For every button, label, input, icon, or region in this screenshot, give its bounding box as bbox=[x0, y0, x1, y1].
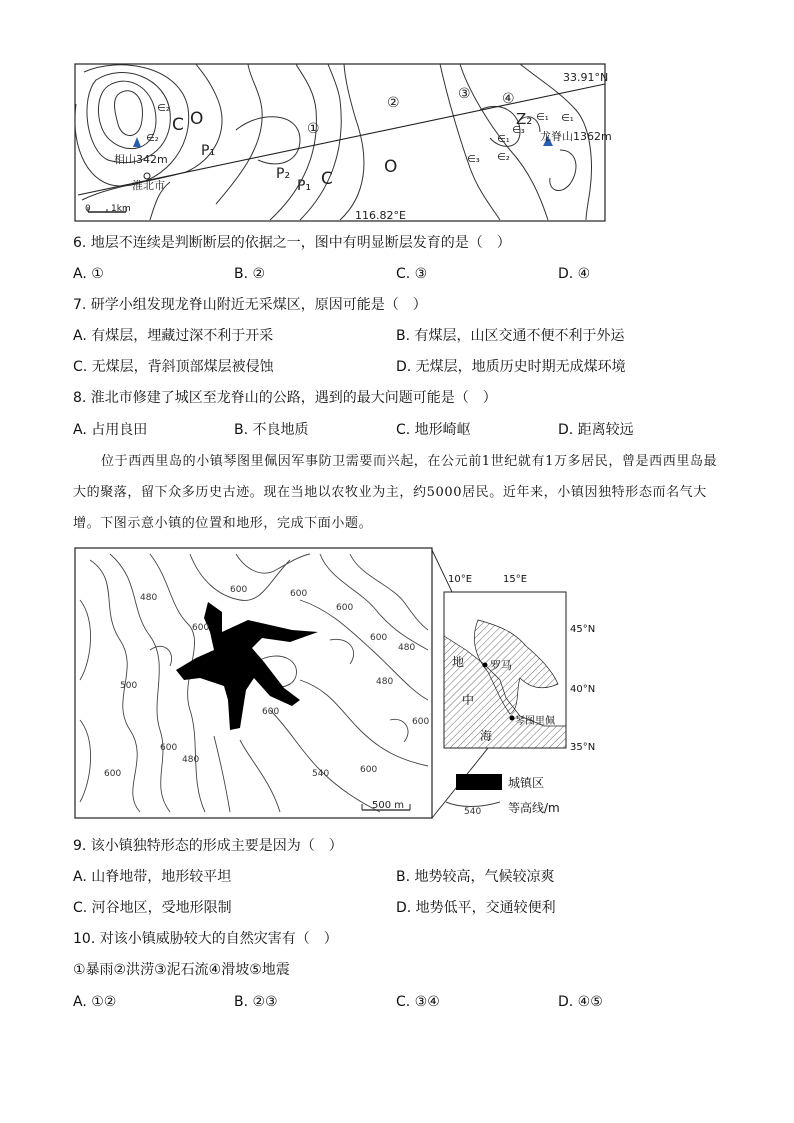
legend-town-swatch bbox=[456, 774, 502, 790]
question-10-stem: 10. 对该小镇威胁较大的自然灾害有（ ） bbox=[73, 931, 338, 947]
stratum-P1-left: P₁ bbox=[201, 143, 216, 159]
peak-right-label: 龙脊山1362m bbox=[540, 130, 612, 143]
rome-label: 罗马 bbox=[490, 659, 512, 672]
q8-option-b[interactable]: B. 不良地质 bbox=[234, 422, 309, 438]
inset-lon-15: 15°E bbox=[503, 574, 528, 585]
contour-label: 480 bbox=[182, 755, 200, 765]
stratum-Z2: Z₂ bbox=[516, 110, 533, 128]
legend-contour-value: 540 bbox=[464, 807, 482, 817]
inset-lat-45: 45°N bbox=[570, 624, 596, 635]
inset-lon-10: 10°E bbox=[448, 574, 473, 585]
city-label: 淮北市 bbox=[132, 179, 165, 192]
contour-label: 500 bbox=[120, 681, 138, 691]
stratum-e3-b: ∈₃ bbox=[512, 125, 525, 136]
stratum-P2: P₂ bbox=[276, 166, 291, 182]
q8-option-c[interactable]: C. 地形崎岖 bbox=[396, 422, 471, 438]
scale-km: 1km bbox=[111, 204, 131, 214]
q7-option-c[interactable]: C. 无煤层，背斜顶部煤层被侵蚀 bbox=[73, 359, 274, 375]
zone-3-label: ③ bbox=[458, 86, 471, 102]
peak-triangle-icon bbox=[133, 137, 141, 147]
question-10-choices: ①暴雨②洪涝③泥石流④滑坡⑤地震 bbox=[73, 962, 290, 978]
stratum-e1-a: ∈₁ bbox=[536, 112, 549, 123]
question-9-stem: 9. 该小镇独特形态的形成主要是因为（ ） bbox=[73, 838, 343, 854]
q9-option-d[interactable]: D. 地势低平，交通较便利 bbox=[396, 900, 556, 916]
legend-contour-line bbox=[446, 802, 500, 807]
contour-label: 480 bbox=[398, 643, 416, 653]
contour-label: 600 bbox=[262, 707, 280, 717]
stratum-O-right: O bbox=[384, 157, 398, 177]
q9-option-a[interactable]: A. 山脊地带，地形较平坦 bbox=[73, 869, 232, 885]
town-area-shape bbox=[176, 602, 318, 730]
stratum-e1-c: ∈₁ bbox=[561, 113, 574, 124]
scale-label: 500 m bbox=[372, 800, 405, 811]
q10-option-d[interactable]: D. ④⑤ bbox=[558, 994, 603, 1010]
q6-option-b[interactable]: B. ② bbox=[234, 266, 266, 282]
q7-option-b[interactable]: B. 有煤层，山区交通不便不利于外运 bbox=[396, 328, 625, 344]
q6-option-a[interactable]: A. ① bbox=[73, 266, 104, 282]
sea-char-1: 地 bbox=[452, 655, 465, 669]
sea-char-2: 中 bbox=[462, 693, 475, 707]
passage-text: 位于西西里岛的小镇琴图里佩因军事防卫需要而兴起，在公元前1世纪就有1万多居民，曾是西西里岛最大的聚落，留下众多历史古迹。现在当地以农牧业为主，约5000居民。近年来，小镇因独特形态而名气大增。下图示意小镇的位置和地形，完成下面小题。 bbox=[73, 454, 718, 531]
contour-label: 600 bbox=[192, 623, 210, 633]
contour-label: 600 bbox=[370, 633, 388, 643]
q6-option-d[interactable]: D. ④ bbox=[558, 266, 591, 282]
lon-label: 116.82°E bbox=[355, 209, 406, 222]
sea-char-3: 海 bbox=[480, 729, 493, 743]
town-label: 琴图里佩 bbox=[515, 716, 555, 727]
q7-option-a[interactable]: A. 有煤层，埋藏过深不利于开采 bbox=[73, 328, 274, 344]
stratum-P1-right: P₁ bbox=[297, 178, 312, 194]
q8-option-d[interactable]: D. 距离较远 bbox=[558, 422, 634, 438]
q9-option-c[interactable]: C. 河谷地区，受地形限制 bbox=[73, 900, 232, 916]
legend-contour-label: 等高线/m bbox=[508, 801, 560, 815]
stratum-e2-top: ∈₂ bbox=[157, 103, 170, 114]
contour-label: 480 bbox=[376, 677, 394, 687]
q10-option-b[interactable]: B. ②③ bbox=[234, 994, 278, 1010]
inset-lat-40: 40°N bbox=[570, 684, 596, 695]
geologic-map bbox=[0, 0, 794, 230]
stratum-O-left: O bbox=[190, 109, 204, 129]
q7-option-d[interactable]: D. 无煤层，地质历史时期无成煤环境 bbox=[396, 359, 626, 375]
stratum-C-left: C bbox=[172, 115, 184, 135]
stratum-e2: ∈₂ bbox=[146, 133, 159, 144]
contour-label: 600 bbox=[412, 717, 430, 727]
contour-label: 600 bbox=[336, 603, 354, 613]
scale-zero: 0 bbox=[85, 204, 91, 214]
contour-label: 480 bbox=[140, 593, 158, 603]
inset-lat-35: 35°N bbox=[570, 742, 596, 753]
peak-left-label: 相山342m bbox=[114, 153, 168, 166]
zone-4-label: ④ bbox=[502, 91, 515, 107]
contour-label: 600 bbox=[230, 585, 248, 595]
town-map bbox=[0, 540, 794, 825]
zone-2-label: ② bbox=[387, 95, 400, 111]
q10-option-c[interactable]: C. ③④ bbox=[396, 994, 440, 1010]
contour-label: 600 bbox=[104, 769, 122, 779]
question-8-stem: 8. 淮北市修建了城区至龙脊山的公路，遇到的最大问题可能是（ ） bbox=[73, 390, 497, 406]
question-7-stem: 7. 研学小组发现龙脊山附近无采煤区，原因可能是（ ） bbox=[73, 297, 427, 313]
q6-option-c[interactable]: C. ③ bbox=[396, 266, 428, 282]
town-marker-icon bbox=[510, 716, 515, 721]
q8-option-a[interactable]: A. 占用良田 bbox=[73, 422, 148, 438]
contour-label: 600 bbox=[290, 589, 308, 599]
zone-1-label: ① bbox=[307, 121, 320, 137]
lat-label: 33.91°N bbox=[563, 71, 609, 84]
contour-label: 540 bbox=[312, 769, 330, 779]
contour-label: 600 bbox=[360, 765, 378, 775]
stratum-e3-a: ∈₃ bbox=[467, 154, 480, 165]
q10-option-a[interactable]: A. ①② bbox=[73, 994, 117, 1010]
contour-label: 600 bbox=[160, 743, 178, 753]
stratum-e1-b: ∈₁ bbox=[497, 134, 510, 145]
legend-town-label: 城镇区 bbox=[508, 776, 545, 790]
stratum-C-right: C bbox=[321, 169, 333, 189]
q9-option-b[interactable]: B. 地势较高，气候较凉爽 bbox=[396, 869, 555, 885]
rome-marker-icon bbox=[483, 663, 488, 668]
question-6-stem: 6. 地层不连续是判断断层的依据之一，图中有明显断层发育的是（ ） bbox=[73, 235, 511, 251]
stratum-e2-right: ∈₂ bbox=[497, 152, 510, 163]
